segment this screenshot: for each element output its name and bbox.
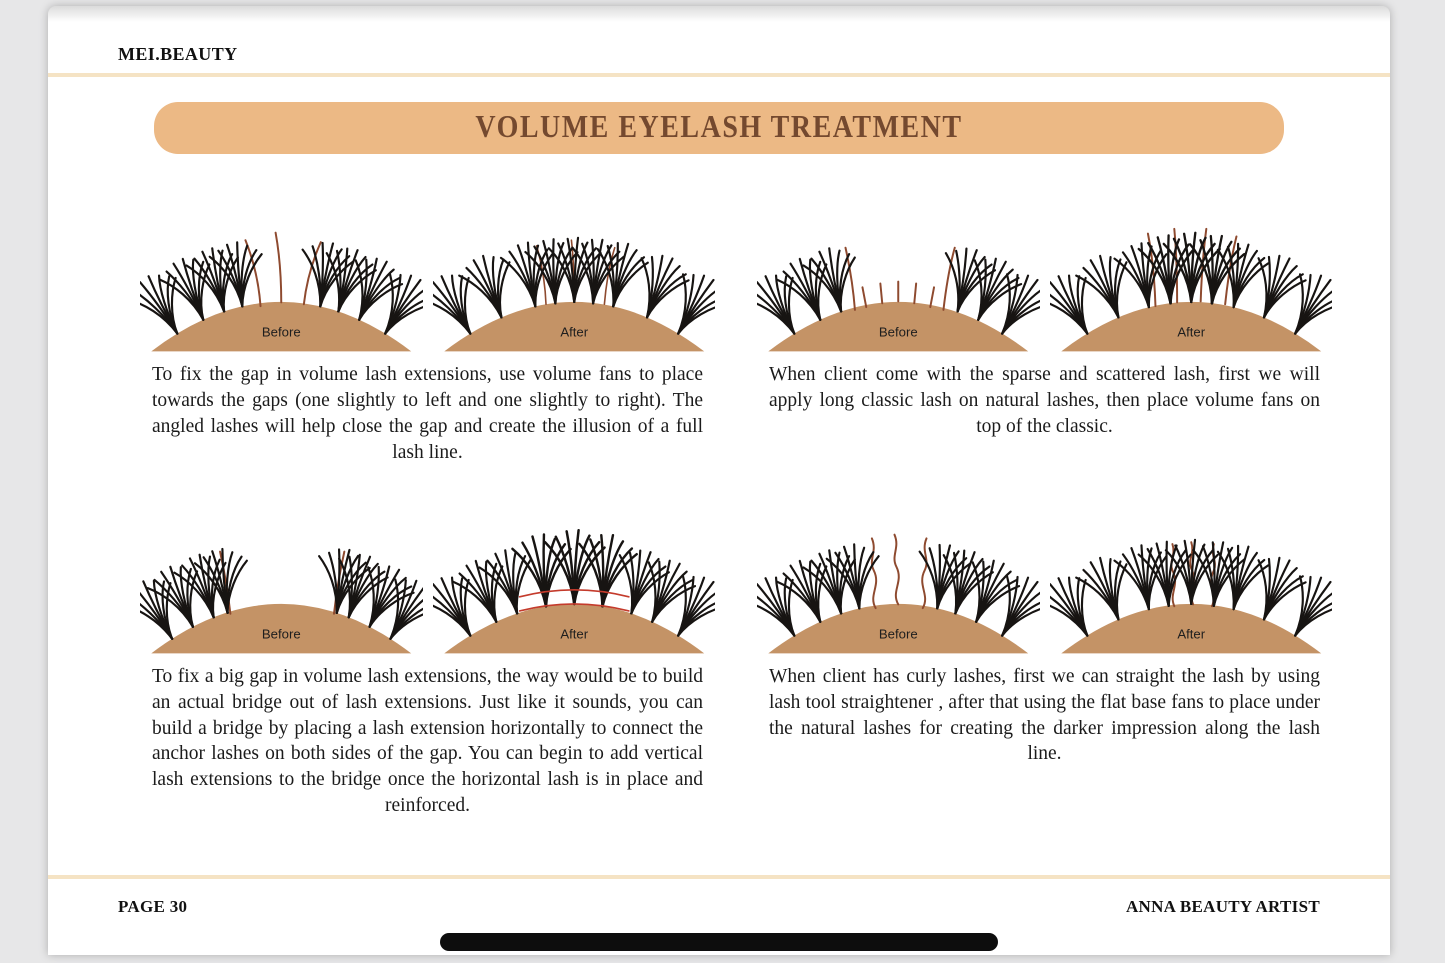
figure-row [140,200,715,352]
document-page [48,6,1390,955]
page-footer [48,875,1390,955]
natural-lashes [846,248,955,310]
section-text: To fix a big gap in volume lash extensions, the way would be to build an actual bridge out of lash extensions. Just like it sounds, you can build a bridge by placing a lash extension horizontally to connect the anchor lashes on both sides of the gap. You can begin to add vertical lash extensions to the bridge once the horizontal lash is in place and reinforced. [152,665,703,817]
page-title: VOLUME EYELASH TREATMENT [475,110,963,145]
lash-diagram-after [1050,502,1333,654]
eyelash-after-illustration [1050,502,1333,654]
section-text: When client has curly lashes, first we can straight the lash by using lash tool straightener , after that using the flat base fans to place under the natural lashes for creating the darker impression along the lash line. [769,665,1320,765]
page-number: PAGE 30 [118,897,188,916]
figure-row [757,200,1332,352]
lash-diagram-after [1050,200,1333,352]
eyelash-before-illustration [140,200,423,352]
curly-natural-lashes [872,534,927,607]
lash-diagram-before [757,200,1040,352]
eyelash-after-illustration [1050,200,1333,352]
eyelash-before-illustration [757,200,1040,352]
lash-diagram-before [140,502,423,654]
eyelash-after-illustration [433,200,716,352]
before-label: Before [878,324,918,340]
section-curly-lashes [757,502,1332,820]
before-label: Before [261,625,301,641]
header-divider [48,73,1390,77]
title-banner [154,102,1284,154]
after-label: After [559,324,588,340]
home-indicator-handle[interactable] [440,933,998,951]
figure-row [140,502,715,654]
natural-lashes [245,233,320,306]
author-credit: ANNA BEAUTY ARTIST [1125,897,1320,916]
lash-diagram-before [140,200,423,352]
figure-row [757,502,1332,654]
lash-diagram-after [433,502,716,654]
section-text: To fix the gap in volume lash extensions, use volume fans to place towards the gaps (one slightly to left and one slightly to right). The angled lashes will help close the gap and create the illusion of a full lash line. [152,364,703,463]
content-grid [48,200,1390,819]
brand-title: MEI.BEAUTY [118,44,238,64]
lash-diagram-after [433,200,716,352]
section-fix-gap [140,200,715,466]
section-text: When client come with the sparse and scattered lash, first we will apply long classic lash on natural lashes, then place volume fans on top of the classic. [769,364,1320,437]
section-big-gap [140,502,715,820]
lash-diagram-before [757,502,1040,654]
after-label: After [1176,625,1205,641]
section-sparse-lash [757,200,1332,466]
before-label: Before [878,625,918,641]
after-label: After [559,625,588,641]
eyelash-before-illustration [757,502,1040,654]
after-label: After [1176,324,1205,340]
before-label: Before [261,324,301,340]
eyelash-before-illustration [140,502,423,654]
eyelash-after-illustration [433,502,716,654]
